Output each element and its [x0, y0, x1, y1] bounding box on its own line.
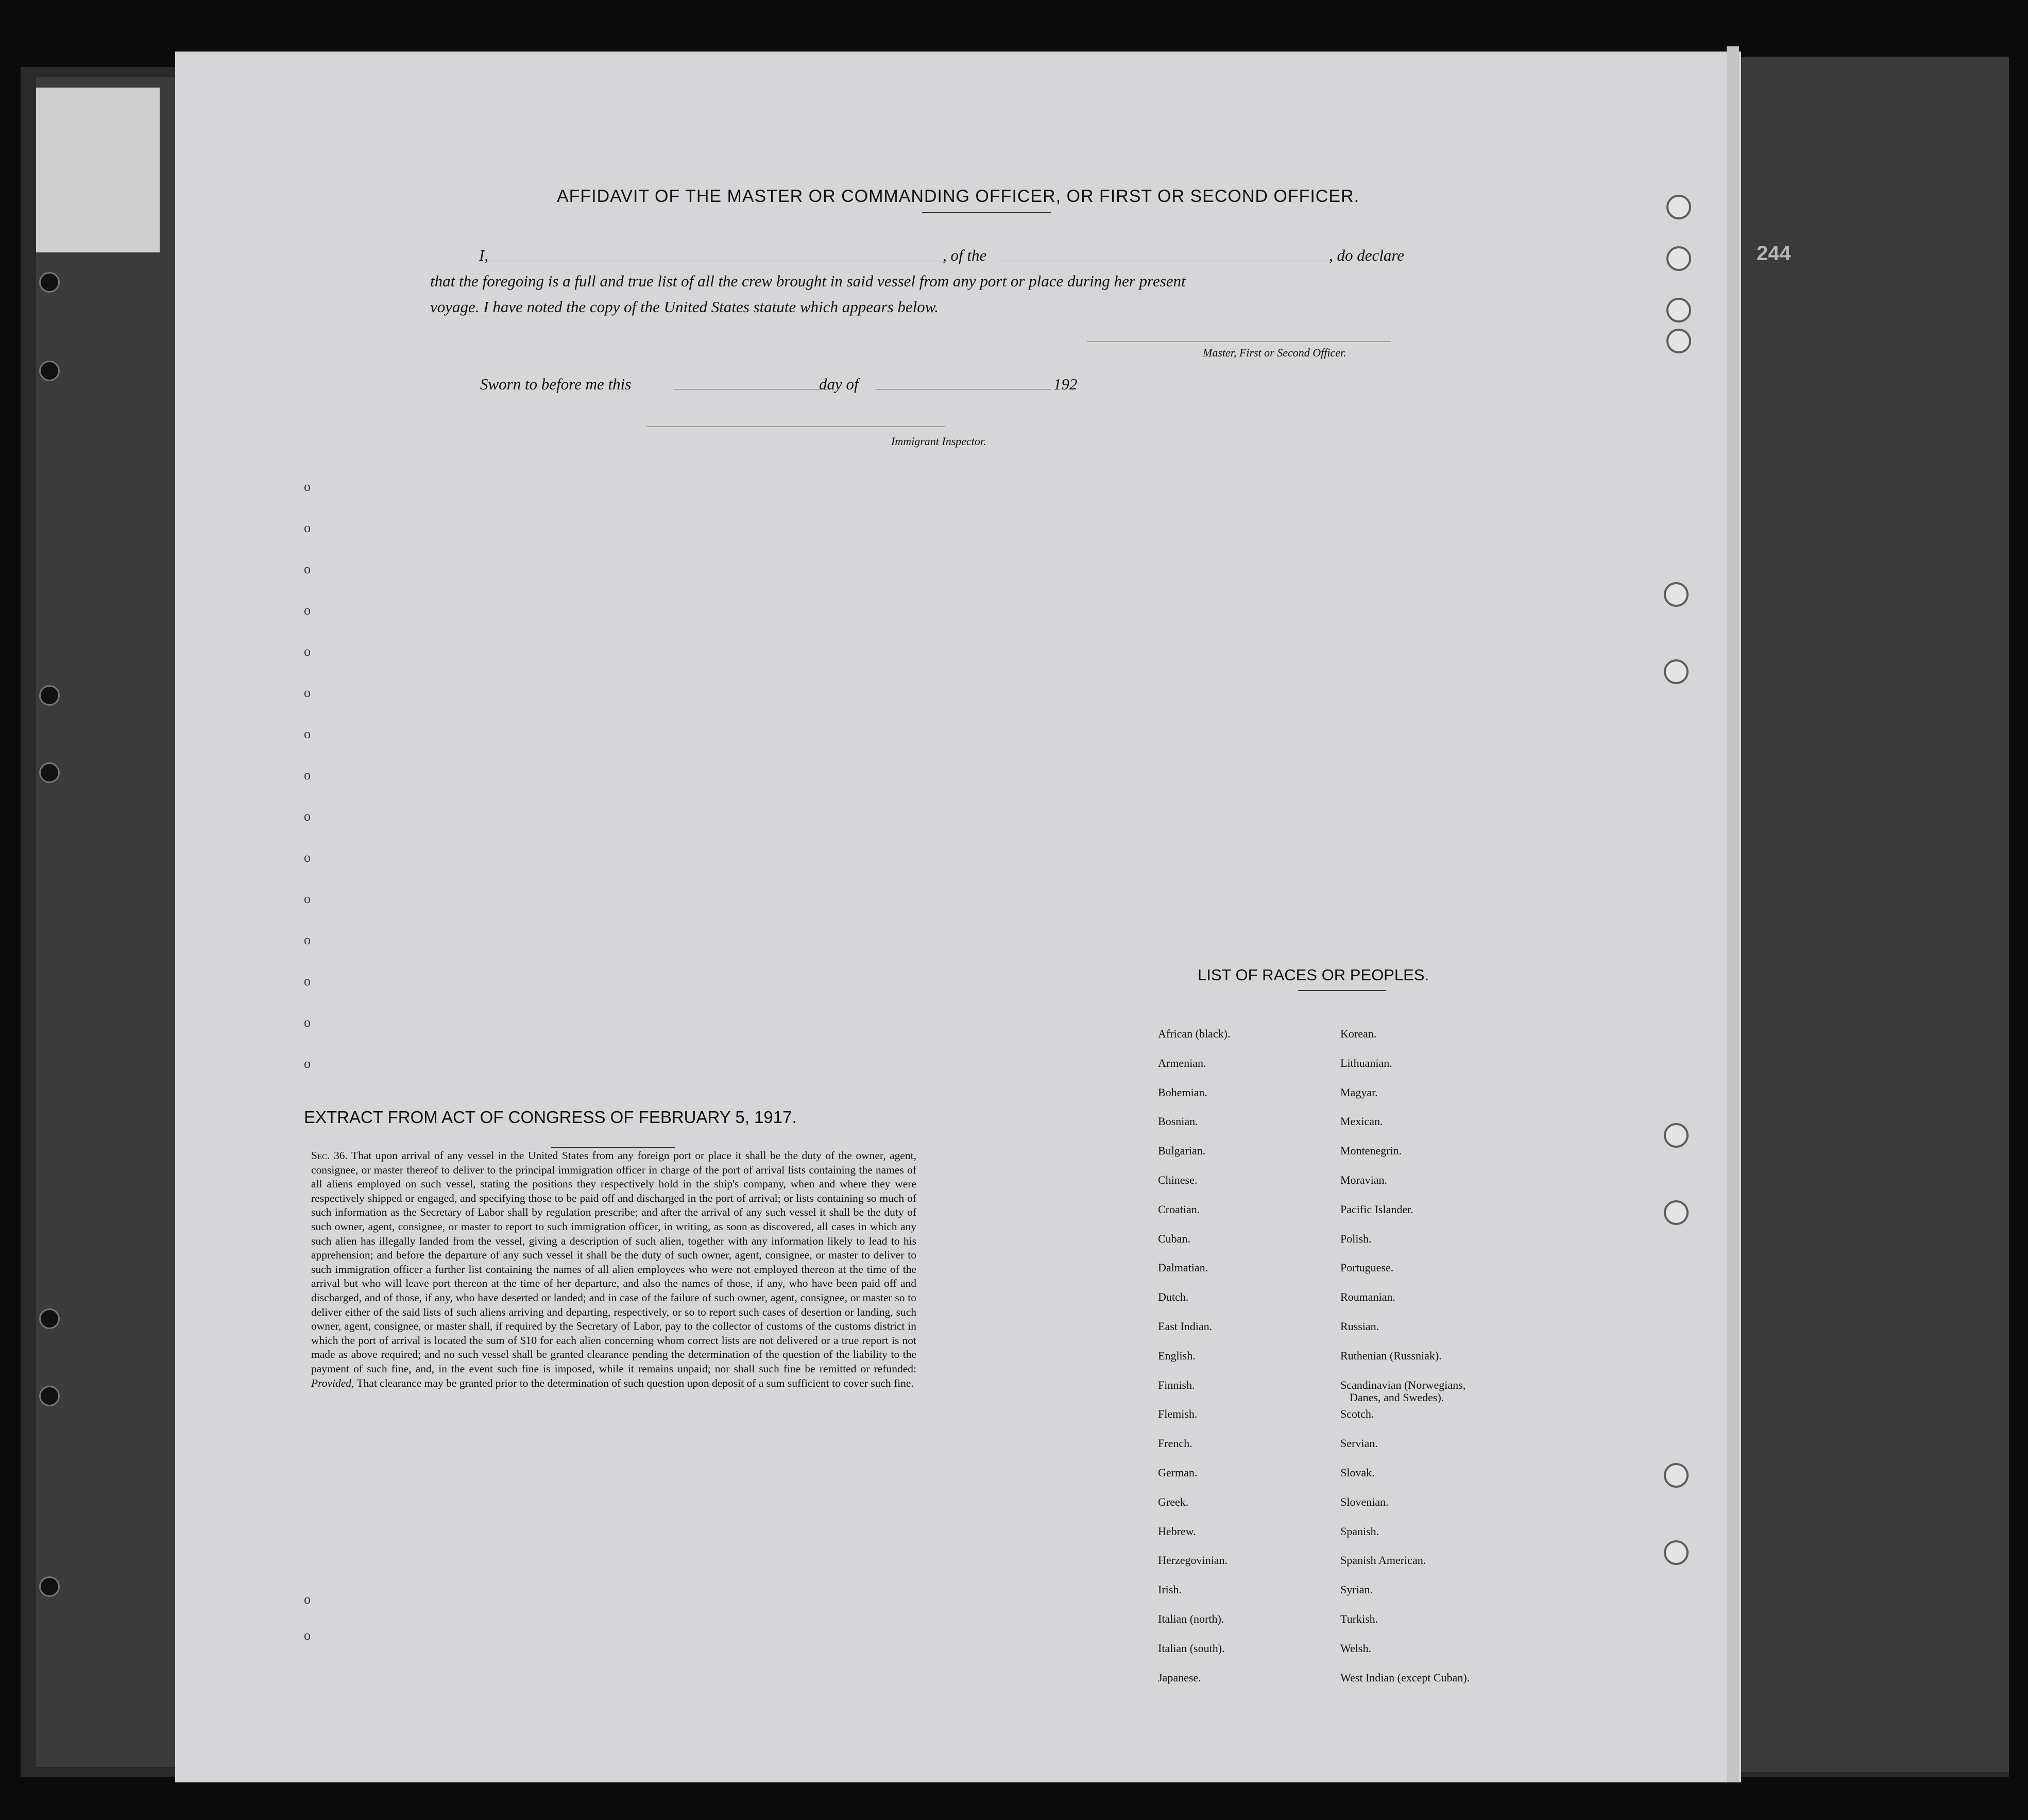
- race-item: Moravian.: [1340, 1173, 1388, 1186]
- faint-mark: o: [304, 562, 311, 576]
- punch-hole: [1666, 298, 1691, 322]
- adjacent-page-tab: [36, 88, 160, 252]
- faint-mark: o: [304, 520, 311, 535]
- race-item: Lithuanian.: [1340, 1056, 1392, 1069]
- extract-title-underline: [551, 1147, 675, 1148]
- race-item: Cuban.: [1158, 1232, 1190, 1245]
- race-item: African (black).: [1158, 1027, 1231, 1040]
- affidavit-statement-line-1: that the foregoing is a full and true list of all the crew brought in said vessel from any port or place during her present: [430, 272, 1186, 290]
- race-item: Scandinavian (Norwegians,: [1340, 1378, 1466, 1391]
- race-item: Welsh.: [1340, 1641, 1371, 1655]
- punch-hole: [1666, 246, 1691, 271]
- faint-mark: o: [304, 891, 311, 906]
- race-item: Irish.: [1158, 1583, 1182, 1596]
- faint-mark: o: [304, 1056, 311, 1071]
- declare-label: , do declare: [1329, 246, 1405, 264]
- margin-page-number: 244: [1757, 242, 1791, 265]
- provided-label: Provided,: [311, 1376, 354, 1389]
- punch-hole: [1664, 659, 1689, 684]
- race-item: Spanish American.: [1340, 1554, 1426, 1567]
- race-item: Hebrew.: [1158, 1524, 1196, 1538]
- race-item: German.: [1158, 1466, 1198, 1479]
- race-item: East Indian.: [1158, 1320, 1213, 1333]
- race-item: English.: [1158, 1349, 1196, 1362]
- race-item: Herzegovinian.: [1158, 1554, 1228, 1567]
- races-title: LIST OF RACES OR PEOPLES.: [1198, 966, 1429, 984]
- race-item: Slovak.: [1340, 1466, 1375, 1479]
- race-item: Spanish.: [1340, 1524, 1379, 1538]
- race-item: Russian.: [1340, 1320, 1379, 1333]
- faint-mark: o: [304, 644, 311, 659]
- officer-signature-label: Master, First or Second Officer.: [1203, 346, 1347, 359]
- section-label: Sec. 36.: [311, 1149, 348, 1162]
- faint-mark: o: [304, 932, 311, 947]
- race-item: Dalmatian.: [1158, 1261, 1208, 1274]
- race-item: Polish.: [1340, 1232, 1372, 1245]
- faint-mark: o: [304, 850, 311, 865]
- affidavit-title: AFFIDAVIT OF THE MASTER OR COMMANDING OFFICER, OR FIRST OR SECOND OFFICER.: [556, 186, 1360, 206]
- race-item: Syrian.: [1340, 1583, 1373, 1596]
- race-item: West Indian (except Cuban).: [1340, 1671, 1470, 1684]
- race-item: Flemish.: [1158, 1407, 1198, 1421]
- year-prefix: 192: [1053, 375, 1078, 393]
- race-item: Magyar.: [1340, 1085, 1378, 1099]
- faint-mark: o: [304, 1628, 311, 1643]
- extract-body-2: That clearance may be granted prior to the determination of such question upon deposit of a sum sufficient to cover such fine.: [356, 1376, 914, 1389]
- race-item: Armenian.: [1158, 1056, 1206, 1069]
- vessel-label: , of the: [943, 246, 987, 264]
- adjacent-page-right: [1741, 57, 2009, 1772]
- manifest-page: [175, 52, 1741, 1782]
- binder-hole: [39, 272, 60, 293]
- day-of-label: day of: [819, 375, 859, 393]
- declarant-label: I,: [479, 246, 489, 264]
- race-item: Italian (north).: [1158, 1612, 1224, 1625]
- punch-hole: [1664, 1463, 1689, 1488]
- faint-mark: o: [304, 1592, 311, 1607]
- punch-hole: [1666, 329, 1691, 353]
- race-item: Bosnian.: [1158, 1115, 1198, 1128]
- binder-hole: [39, 1576, 60, 1597]
- sworn-label: Sworn to before me this: [480, 375, 632, 393]
- extract-text: [311, 1149, 916, 1390]
- race-item: Danes, and Swedes).: [1350, 1390, 1444, 1404]
- binder-hole: [39, 762, 60, 783]
- faint-mark: o: [304, 809, 311, 824]
- race-item: Slovenian.: [1340, 1495, 1389, 1508]
- faint-mark: o: [304, 603, 311, 618]
- race-item: Turkish.: [1340, 1612, 1378, 1625]
- race-item: Pacific Islander.: [1340, 1202, 1413, 1216]
- race-item: Montenegrin.: [1340, 1144, 1402, 1158]
- race-item: Japanese.: [1158, 1671, 1201, 1684]
- race-item: Finnish.: [1158, 1378, 1195, 1391]
- punch-hole: [1664, 1200, 1689, 1225]
- race-item: Croatian.: [1158, 1202, 1200, 1216]
- race-item: Ruthenian (Russniak).: [1340, 1349, 1442, 1362]
- inspector-label: Immigrant Inspector.: [891, 435, 986, 448]
- faint-mark: o: [304, 479, 311, 494]
- binder-hole: [39, 1308, 60, 1329]
- race-item: Italian (south).: [1158, 1641, 1225, 1655]
- affidavit-statement-line-2: voyage. I have noted the copy of the United States statute which appears below.: [430, 298, 939, 316]
- race-item: Chinese.: [1158, 1173, 1198, 1186]
- races-title-underline: [1298, 990, 1386, 991]
- title-underline: [922, 212, 1051, 213]
- faint-mark: o: [304, 685, 311, 700]
- race-item: Portuguese.: [1340, 1261, 1394, 1274]
- race-item: Roumanian.: [1340, 1290, 1395, 1304]
- binder-hole: [39, 361, 60, 381]
- race-item: Dutch.: [1158, 1290, 1189, 1304]
- faint-mark: o: [304, 726, 311, 741]
- extract-body-1: That upon arrival of any vessel in the United States from any foreign port or place it shall be the duty of the owner, agent, consignee, or master thereof to deliver to the principal immigration officer in charge of the port of arrival lists containing the names of all aliens employed on such vessel, stating the positions they respectively hold in the ship's company, when and where they were respectively shipped or engaged, and specifying those to be paid off and discharged in the port of arrival; or lists containing so much of such information as the Secretary of Labor shall by regulation prescribe; and after the arrival of any such vessel it shall be the duty of such owner, agent, consignee, or master to report to such immigration officer, in writing, as soon as discovered, all cases in which any such alien has illegally landed from the vessel, giving a description of such alien, together with any information likely to lead to his apprehension; and before the departure of any such vessel it shall be the duty of such owner, agent, consignee, or master to deliver to such immigration officer a further list containing the names of all alien employees who were not employed thereon at the time of the arrival but who will leave port thereon at the time of her departure, and also the names of those, if any, who have been paid off and discharged, and of those, if any, who have deserted or landed; and in case of the failure of such owner, agent, consignee, or master so to deliver either of the said lists of such aliens arriving and departing, respectively, or so to report such cases of desertion or landing, such owner, agent, consignee, or master shall, if required by the Secretary of Labor, pay to the collector of customs of the customs district in which the port of arrival is located the sum of $10 for each alien concerning whom correct lists are not delivered or a true report is not made as above required; and no such vessel shall be granted clearance pending the determination of the question of the liability to the payment of such fine, and, in the event such fine is imposed, while it remains unpaid; nor shall such fine be remitted or refunded:: [311, 1149, 916, 1375]
- extract-title: EXTRACT FROM ACT OF CONGRESS OF FEBRUARY 5, 1917.: [304, 1108, 797, 1127]
- punch-hole: [1664, 1540, 1689, 1565]
- race-item: Greek.: [1158, 1495, 1189, 1508]
- race-item: Bulgarian.: [1158, 1144, 1206, 1158]
- binder-hole: [39, 685, 60, 706]
- faint-mark: o: [304, 1015, 311, 1030]
- faint-mark: o: [304, 974, 311, 989]
- faint-mark: o: [304, 768, 311, 783]
- race-item: Mexican.: [1340, 1115, 1383, 1128]
- race-item: Bohemian.: [1158, 1085, 1207, 1099]
- race-item: Korean.: [1340, 1027, 1377, 1040]
- punch-hole: [1664, 1123, 1689, 1148]
- race-item: Servian.: [1340, 1437, 1378, 1450]
- binder-hole: [39, 1386, 60, 1406]
- paper-edge: [1727, 46, 1739, 1782]
- race-item: French.: [1158, 1437, 1192, 1450]
- adjacent-page-left: [36, 77, 185, 1767]
- race-item: Scotch.: [1340, 1407, 1374, 1421]
- punch-hole: [1664, 582, 1689, 607]
